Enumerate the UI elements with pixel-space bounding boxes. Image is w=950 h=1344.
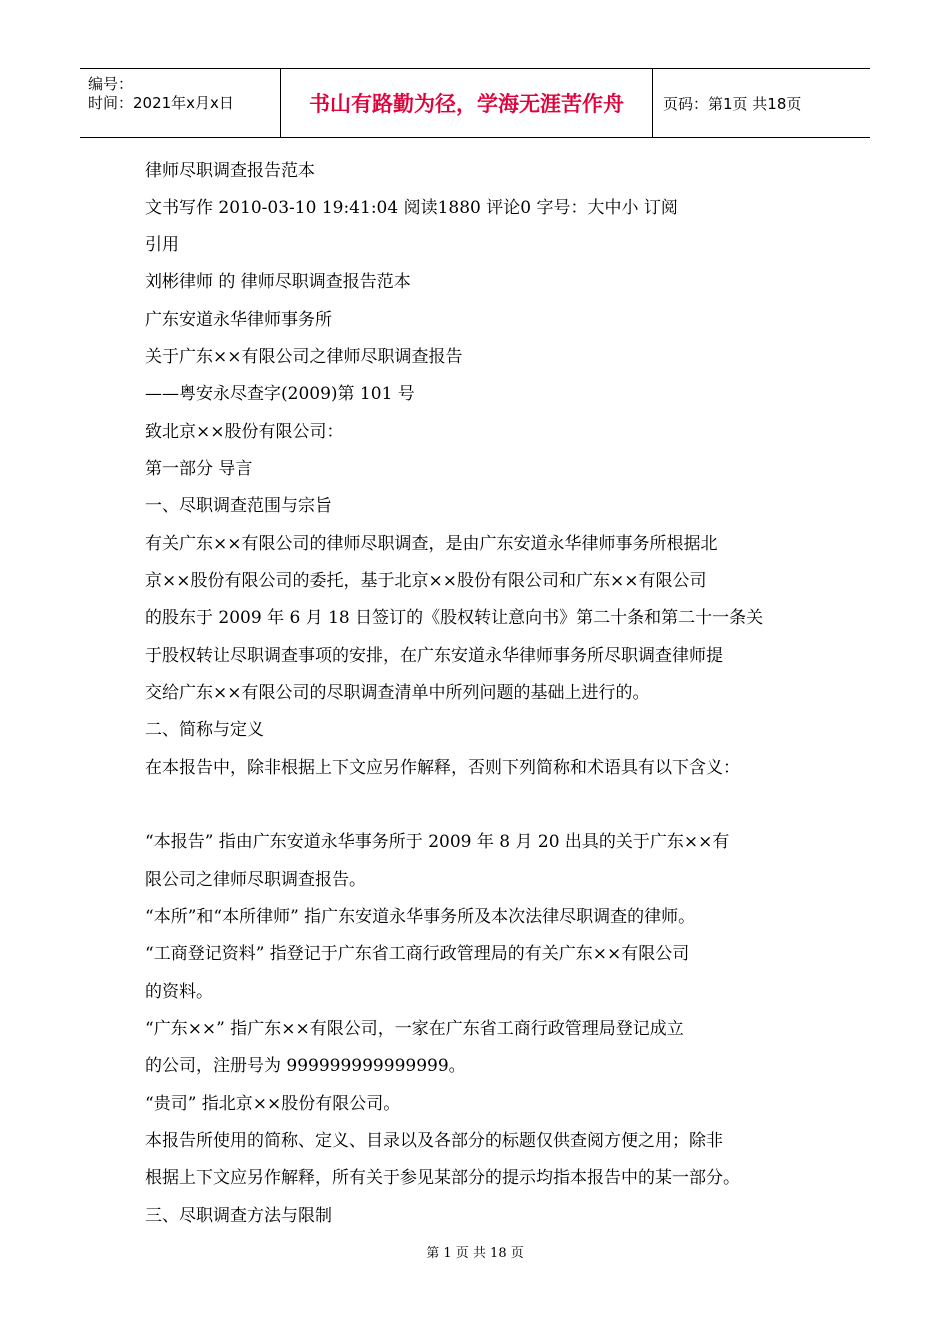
definition-line: 限公司之律师尽职调查报告。 — [145, 870, 366, 890]
paragraph-line: 的股东于 2009 年 6 月 18 日签订的《股权转让意向书》第二十条和第二十一条关 — [145, 608, 764, 628]
paragraph-line: 本报告所使用的简称、定义、目录以及各部分的标题仅供查阅方便之用；除非 — [145, 1131, 723, 1151]
definition-line: “本所”和“本所律师” 指广东安道永华事务所及本次法律尽职调查的律师。 — [145, 907, 696, 927]
text-line: 广东安道永华律师事务所 — [145, 310, 332, 330]
definition-line: 的公司，注册号为 999999999999999。 — [145, 1056, 466, 1076]
document-time: 时间：2021年x月x日 — [88, 94, 234, 112]
paragraph-line: 于股权转让尽职调查事项的安排，在广东安道永华律师事务所尽职调查律师提 — [145, 646, 723, 666]
text-line: 引用 — [145, 235, 179, 255]
section-heading: 第一部分 导言 — [145, 459, 253, 479]
document-number-label: 编号： — [88, 75, 134, 93]
report-number: ——粤安永尽查字(2009)第 101 号 — [145, 384, 415, 404]
paragraph-line: 有关广东××有限公司的律师尽职调查，是由广东安道永华律师事务所根据北 — [145, 534, 718, 554]
post-meta: 文书写作 2010-03-10 19:41:04 阅读1880 评论0 字号：大中小 订阅 — [145, 198, 678, 218]
definition-line: “工商登记资料” 指登记于广东省工商行政管理局的有关广东××有限公司 — [145, 944, 690, 964]
section-heading: 二、简称与定义 — [145, 720, 264, 740]
definition-line: “广东××” 指广东××有限公司，一家在广东省工商行政管理局登记成立 — [145, 1019, 684, 1039]
page-header — [80, 68, 870, 138]
section-heading: 一、尽职调查范围与宗旨 — [145, 496, 332, 516]
paragraph-line: 京××股份有限公司的委托，基于北京××股份有限公司和广东××有限公司 — [145, 571, 707, 591]
paragraph-line: 根据上下文应另作解释，所有关于参见某部分的提示均指本报告中的某一部分。 — [145, 1168, 740, 1188]
header-page-info: 页码：第1页 共18页 — [663, 94, 802, 113]
page-footer: 第 1 页 共 18 页 — [426, 1246, 524, 1261]
definition-line: “本报告” 指由广东安道永华事务所于 2009 年 8 月 20 出具的关于广东××有 — [145, 832, 730, 852]
definition-line: 的资料。 — [145, 982, 213, 1002]
header-meta — [80, 69, 280, 137]
document-title: 律师尽职调查报告范本 — [145, 161, 315, 181]
paragraph-line: 在本报告中，除非根据上下文应另作解释，否则下列简称和术语具有以下含义： — [145, 758, 740, 778]
text-line: 刘彬律师 的 律师尽职调查报告范本 — [145, 272, 411, 292]
report-title: 关于广东××有限公司之律师尽职调查报告 — [145, 347, 463, 367]
section-heading: 三、尽职调查方法与限制 — [145, 1206, 332, 1226]
header-motto: 书山有路勤为径，学海无涯苦作舟 — [280, 69, 653, 137]
definition-line: “贵司” 指北京××股份有限公司。 — [145, 1094, 401, 1114]
addressee: 致北京××股份有限公司： — [145, 422, 344, 442]
paragraph-line: 交给广东××有限公司的尽职调查清单中所列问题的基础上进行的。 — [145, 683, 650, 703]
